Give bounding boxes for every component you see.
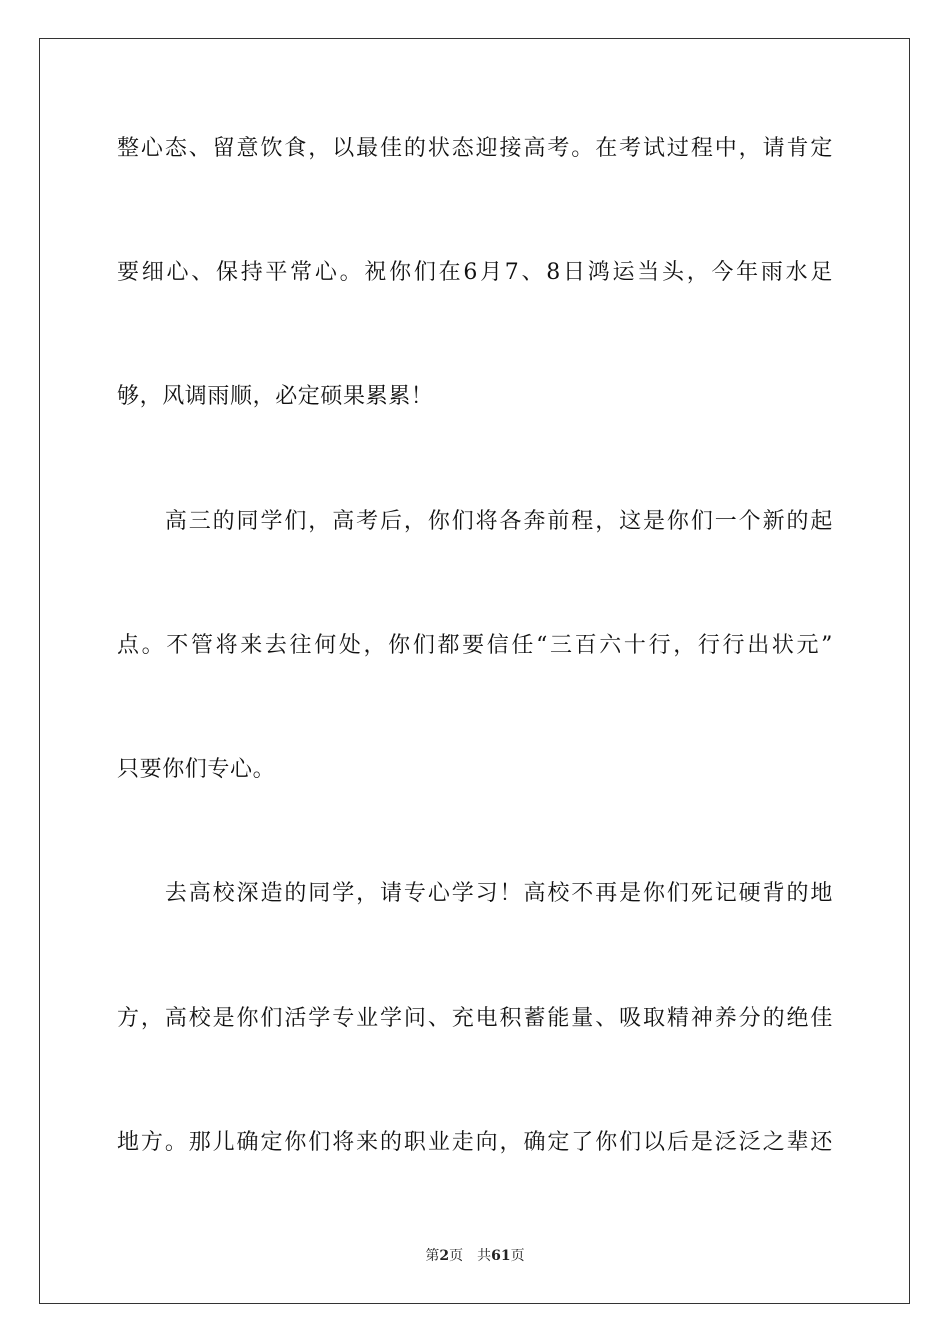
page-prefix: 第 — [425, 1248, 440, 1264]
paragraph-line-6: 只要你们专心。 — [117, 757, 276, 782]
paragraph-line-4: 高三的同学们，高考后，你们将各奔前程，这是你们一个新的起 — [117, 509, 833, 534]
page-frame — [39, 38, 910, 1304]
page-suffix: 页 — [449, 1248, 464, 1264]
total-page-number: 61 — [491, 1248, 511, 1264]
paragraph-line-5: 点。不管将来去往何处，你们都要信任“三百六十行，行行出状元” — [117, 633, 833, 658]
paragraph-line-1: 整心态、留意饮食，以最佳的状态迎接高考。在考试过程中，请肯定 — [117, 136, 833, 161]
paragraph-line-3: 够，风调雨顺，必定硕果累累！ — [117, 384, 434, 409]
paragraph-line-2: 要细心、保持平常心。祝你们在6月7、8日鸿运当头，今年雨水足 — [117, 260, 833, 285]
paragraph-line-9: 地方。那儿确定你们将来的职业走向，确定了你们以后是泛泛之辈还 — [117, 1130, 833, 1155]
total-suffix: 页 — [510, 1248, 525, 1264]
paragraph-line-7: 去高校深造的同学，请专心学习！高校不再是你们死记硬背的地 — [117, 881, 833, 906]
current-page-number: 2 — [439, 1248, 450, 1264]
page-footer — [0, 1247, 950, 1265]
paragraph-line-8: 方，高校是你们活学专业学问、充电积蓄能量、吸取精神养分的绝佳 — [117, 1006, 833, 1031]
total-prefix: 共 — [477, 1248, 492, 1264]
